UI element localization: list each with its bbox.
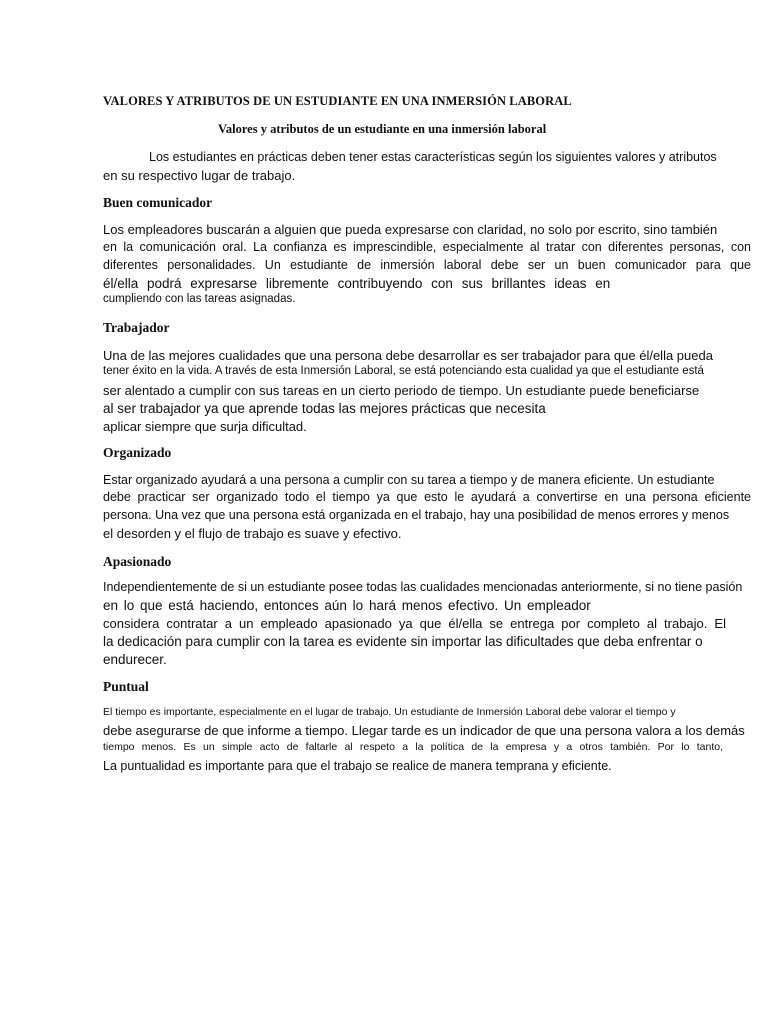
paragraph-line: la dedicación para cumplir con la tarea es evidente sin importar las dificultades que deba enfrentar o — [103, 634, 703, 649]
paragraph-line: El tiempo es importante, especialmente en el lugar de trabajo. Un estudiante de Inmersión Laboral debe valorar el tiempo y — [103, 706, 676, 718]
paragraph-line: La puntualidad es importante para que el trabajo se realice de manera temprana y eficiente. — [103, 759, 612, 773]
paragraph-line: persona. Una vez que una persona está organizada en el trabajo, hay una posibilidad de menos errores y menos — [103, 508, 730, 522]
intro-line: Los estudiantes en prácticas deben tener estas características según los siguientes valores y atributos — [149, 150, 717, 164]
paragraph-line: aplicar siempre que surja dificultad. — [103, 419, 307, 434]
section-heading: Puntual — [103, 679, 149, 694]
paragraph-line: Una de las mejores cualidades que una persona debe desarrollar es ser trabajador para que él/ella pueda — [103, 348, 713, 363]
paragraph-line: en lo que está haciendo, entonces aún lo hará menos efectivo. Un empleador — [103, 598, 591, 613]
paragraph-line: él/ella podrá expresarse libremente contribuyendo con sus brillantes ideas en — [103, 276, 611, 291]
paragraph-line: cumpliendo con las tareas asignadas. — [103, 293, 296, 305]
paragraph-line: diferentes personalidades. Un estudiante de inmersión laboral debe ser un buen comunicador para que — [103, 258, 751, 272]
paragraph-line: en la comunicación oral. La confianza es imprescindible, especialmente al tratar con diferentes personas, con — [103, 240, 751, 254]
section-heading: Buen comunicador — [103, 195, 213, 210]
paragraph-line: tiempo menos. Es un simple acto de faltarle al respeto a la política de la empresa y a otros también. Por lo tanto, — [103, 741, 723, 753]
paragraph-line: ser alentado a cumplir con sus tareas en un cierto periodo de tiempo. Un estudiante puede beneficiarse — [103, 383, 700, 398]
paragraph-line: Los empleadores buscarán a alguien que pueda expresarse con claridad, no solo por escrito, sino también — [103, 222, 718, 237]
section-heading: Organizado — [103, 445, 172, 460]
document-title: VALORES Y ATRIBUTOS DE UN ESTUDIANTE EN UNA INMERSIÓN LABORAL — [103, 94, 572, 108]
intro-line: en su respectivo lugar de trabajo. — [103, 168, 296, 183]
paragraph-line: Independientemente de si un estudiante posee todas las cualidades mencionadas anteriormente, si no tiene pasión — [103, 580, 743, 594]
section-heading: Apasionado — [103, 554, 172, 569]
paragraph-line: tener éxito en la vida. A través de esta Inmersión Laboral, se está potenciando esta cualidad ya que el estudiante está — [103, 365, 704, 377]
paragraph-line: endurecer. — [103, 652, 167, 667]
paragraph-line: al ser trabajador ya que aprende todas las mejores prácticas que necesita — [103, 401, 546, 416]
paragraph-line: debe asegurarse de que informe a tiempo. Llegar tarde es un indicador de que una persona valora a los demás — [103, 723, 745, 738]
paragraph-line: el desorden y el flujo de trabajo es suave y efectivo. — [103, 526, 402, 541]
document-subtitle: Valores y atributos de un estudiante en una inmersión laboral — [218, 122, 547, 136]
paragraph-line: debe practicar ser organizado todo el tiempo ya que esto le ayudará a convertirse en una persona eficiente — [103, 490, 751, 504]
section-heading: Trabajador — [103, 320, 170, 335]
paragraph-line: Estar organizado ayudará a una persona a cumplir con su tarea a tiempo y de manera eficiente. Un estudiante — [103, 473, 715, 487]
paragraph-line: considera contratar a un empleado apasionado ya que él/ella se entrega por completo al trabajo. El — [103, 616, 726, 631]
